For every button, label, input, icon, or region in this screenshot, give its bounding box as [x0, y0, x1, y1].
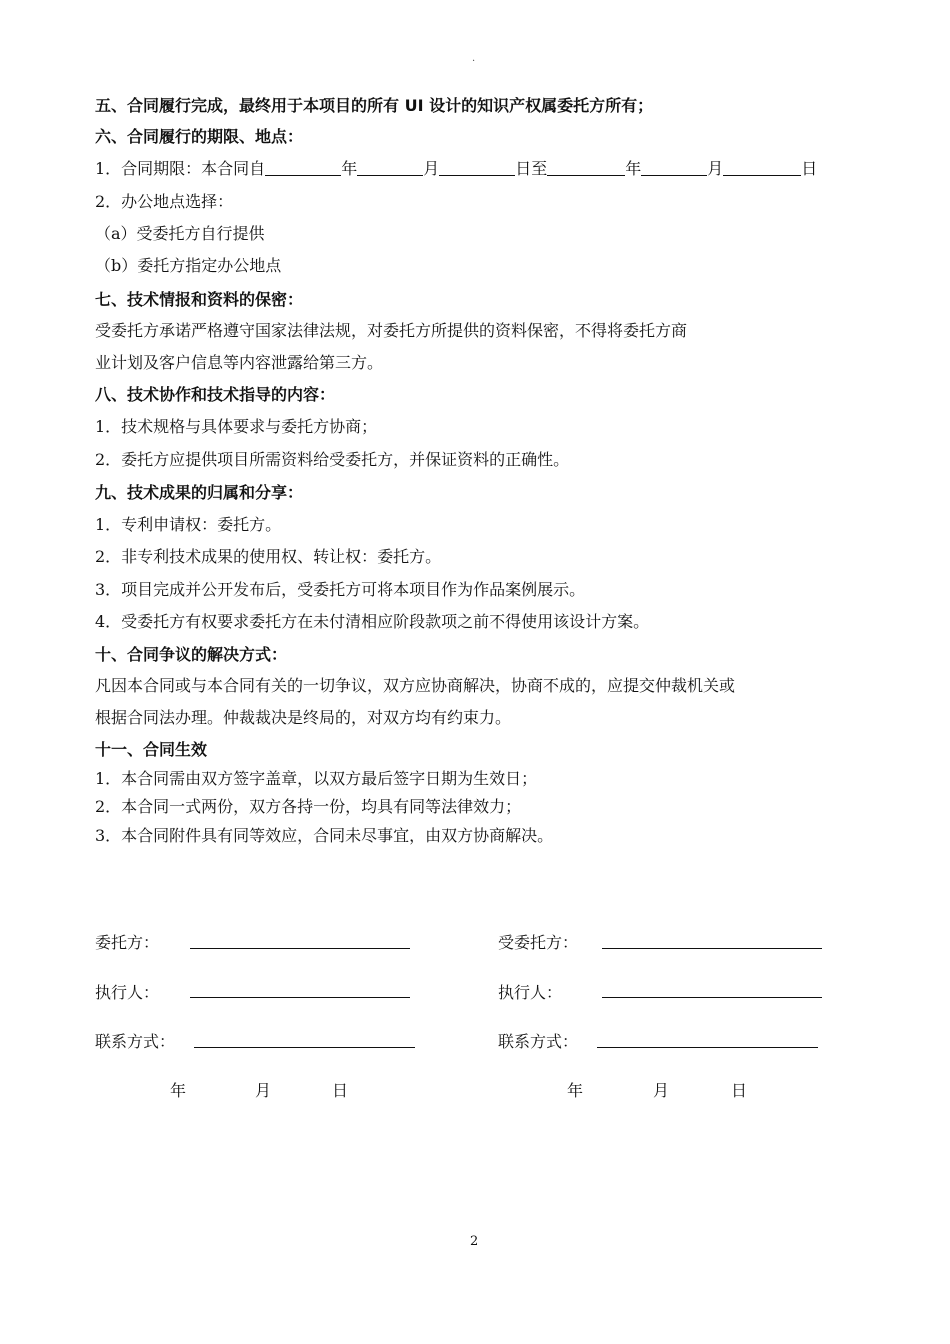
- contractor-party-label: 受委托方：: [498, 933, 579, 952]
- end-day-blank[interactable]: [723, 159, 801, 176]
- section-7-title: 七、技术情报和资料的保密：: [95, 290, 304, 309]
- contract-term-prefix: 1．合同期限：本合同自: [95, 159, 266, 178]
- start-month-blank[interactable]: [357, 159, 423, 176]
- client-contact-line[interactable]: [194, 1047, 415, 1048]
- client-date-month: 月: [255, 1081, 272, 1100]
- end-month-word: 月: [707, 159, 724, 178]
- office-option-a: （a）受委托方自行提供: [95, 224, 265, 243]
- section-11-item-2: 2．本合同一式两份，双方各持一份，均具有同等法律效力；: [95, 797, 522, 816]
- client-executor-signature-line[interactable]: [190, 997, 410, 998]
- section-10-line-2: 根据合同法办理。仲裁裁决是终局的，对双方均有约束力。: [95, 708, 512, 727]
- section-8-item-2: 2．委托方应提供项目所需资料给受委托方，并保证资料的正确性。: [95, 450, 570, 469]
- section-7-line-2: 业计划及客户信息等内容泄露给第三方。: [95, 353, 384, 372]
- section-11-item-3: 3．本合同附件具有同等效应，合同未尽事宜，由双方协商解决。: [95, 826, 554, 845]
- day-to-word: 日至: [515, 159, 548, 178]
- start-year-blank[interactable]: [265, 159, 341, 176]
- start-month-word: 月: [423, 159, 440, 178]
- section-11-title: 十一、合同生效: [95, 740, 208, 759]
- contractor-party-signature-line[interactable]: [602, 948, 822, 949]
- end-year-word: 年: [625, 159, 642, 178]
- section-9-item-4: 4．受委托方有权要求委托方在未付清相应阶段款项之前不得使用该设计方案。: [95, 612, 650, 631]
- client-party-signature-line[interactable]: [190, 948, 410, 949]
- client-party-label: 委托方：: [95, 933, 160, 952]
- header-mark: ·: [472, 56, 476, 67]
- office-option-b: （b）委托方指定办公地点: [95, 256, 282, 275]
- section-10-title: 十、合同争议的解决方式：: [95, 645, 288, 664]
- section-11-item-1: 1．本合同需由双方签字盖章，以双方最后签字日期为生效日；: [95, 769, 538, 788]
- client-date-year: 年: [170, 1081, 187, 1100]
- section-5-text: 五、合同履行完成，最终用于本项目的所有 UI 设计的知识产权属委托方所有；: [95, 96, 654, 115]
- contractor-contact-line[interactable]: [597, 1047, 818, 1048]
- contractor-date-month: 月: [653, 1081, 670, 1100]
- contractor-executor-label: 执行人：: [498, 983, 563, 1002]
- page-number: 2: [470, 1234, 479, 1249]
- contractor-date-year: 年: [567, 1081, 584, 1100]
- client-contact-label: 联系方式：: [95, 1032, 176, 1051]
- client-executor-label: 执行人：: [95, 983, 160, 1002]
- contractor-executor-signature-line[interactable]: [602, 997, 822, 998]
- section-9-item-3: 3．项目完成并公开发布后，受委托方可将本项目作为作品案例展示。: [95, 580, 586, 599]
- contractor-contact-label: 联系方式：: [498, 1032, 579, 1051]
- section-9-item-2: 2．非专利技术成果的使用权、转让权：委托方。: [95, 547, 442, 566]
- section-8-title: 八、技术协作和技术指导的内容：: [95, 385, 336, 404]
- section-6-title: 六、合同履行的期限、地点：: [95, 127, 304, 146]
- contract-term-line: [95, 158, 817, 180]
- end-day-word: 日: [801, 159, 818, 178]
- office-location-item: 2．办公地点选择：: [95, 192, 234, 211]
- end-month-blank[interactable]: [641, 159, 707, 176]
- end-year-blank[interactable]: [547, 159, 625, 176]
- contractor-date-day: 日: [731, 1081, 748, 1100]
- client-date-day: 日: [332, 1081, 349, 1100]
- start-year-word: 年: [341, 159, 358, 178]
- start-day-blank[interactable]: [439, 159, 515, 176]
- section-7-line-1: 受委托方承诺严格遵守国家法律法规，对委托方所提供的资料保密，不得将委托方商: [95, 321, 688, 340]
- section-8-item-1: 1．技术规格与具体要求与委托方协商；: [95, 417, 378, 436]
- section-9-title: 九、技术成果的归属和分享：: [95, 483, 304, 502]
- section-10-line-1: 凡因本合同或与本合同有关的一切争议，双方应协商解决，协商不成的，应提交仲裁机关或: [95, 676, 736, 695]
- section-9-item-1: 1．专利申请权：委托方。: [95, 515, 282, 534]
